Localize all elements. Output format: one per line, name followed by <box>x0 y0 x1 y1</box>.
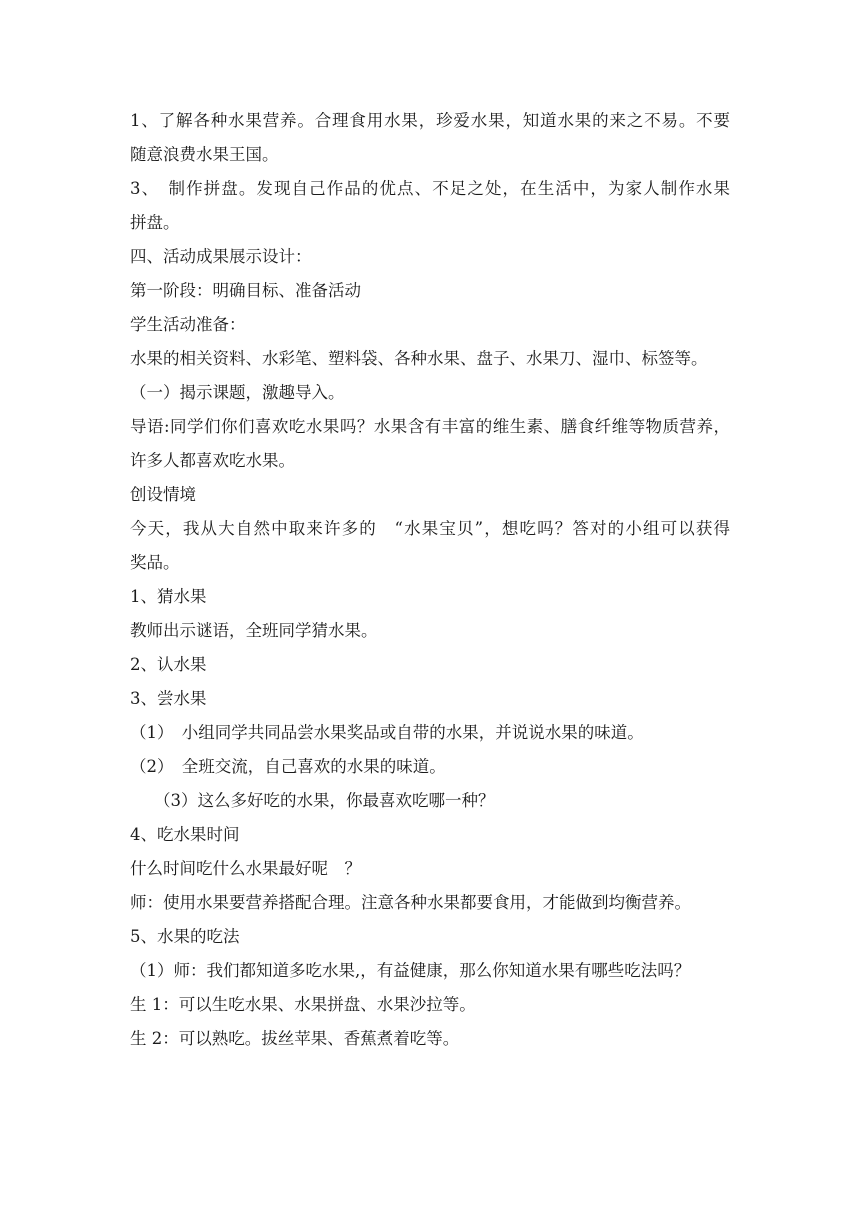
paragraph-line: 学生活动准备： <box>130 315 246 334</box>
paragraph-line: 奖品。 <box>130 553 180 572</box>
paragraph-line: 导语:同学们你们喜欢吃水果吗？水果含有丰富的维生素、膳食纤维等物质营养， <box>130 417 730 436</box>
paragraph-line: 4、吃水果时间 <box>130 825 240 844</box>
paragraph-line: 创设情境 <box>130 485 196 504</box>
paragraph-line: 第一阶段：明确目标、准备活动 <box>130 281 361 300</box>
paragraph-line: 今天，我从大自然中取来许多的 “水果宝贝”，想吃吗？答对的小组可以获得 <box>130 519 730 538</box>
document-body <box>130 104 730 1056</box>
paragraph-line: 3、尝水果 <box>130 689 207 708</box>
paragraph-line: （1） 小组同学共同品尝水果奖品或自带的水果，并说说水果的味道。 <box>130 723 644 742</box>
paragraph-line: 许多人都喜欢吃水果。 <box>130 451 295 470</box>
paragraph-line: 教师出示谜语，全班同学猜水果。 <box>130 621 378 640</box>
paragraph-line: 1、了解各种水果营养。合理食用水果，珍爱水果，知道水果的来之不易。不要 <box>130 111 730 130</box>
paragraph-line: 1、猜水果 <box>130 587 207 606</box>
paragraph-line: 生 2：可以熟吃。拔丝苹果、香蕉煮着吃等。 <box>130 1029 460 1048</box>
paragraph-line: 5、水果的吃法 <box>130 927 240 946</box>
paragraph-line: （3）这么多好吃的水果，你最喜欢吃哪一种？ <box>154 791 495 810</box>
paragraph-line: 2、认水果 <box>130 655 207 674</box>
paragraph-line: 生 1：可以生吃水果、水果拼盘、水果沙拉等。 <box>130 995 476 1014</box>
paragraph-line: （1）师：我们都知道多吃水果,，有益健康，那么你知道水果有哪些吃法吗？ <box>130 961 691 980</box>
section-heading: 四、活动成果展示设计： <box>130 247 312 266</box>
paragraph-line: （2） 全班交流，自己喜欢的水果的味道。 <box>130 757 446 776</box>
paragraph-line: 拼盘。 <box>130 213 180 232</box>
paragraph-line: 师：使用水果要营养搭配合理。注意各种水果都要食用，才能做到均衡营养。 <box>130 893 691 912</box>
paragraph-line: 3、 制作拼盘。发现自己作品的优点、不足之处，在生活中，为家人制作水果 <box>130 179 730 198</box>
paragraph-line: 什么时间吃什么水果最好呢 ？ <box>130 859 361 878</box>
paragraph-line: 水果的相关资料、水彩笔、塑料袋、各种水果、盘子、水果刀、湿巾、标签等。 <box>130 349 708 368</box>
paragraph-line: 随意浪费水果王国。 <box>130 145 279 164</box>
paragraph-line: （一）揭示课题，激趣导入。 <box>130 383 345 402</box>
